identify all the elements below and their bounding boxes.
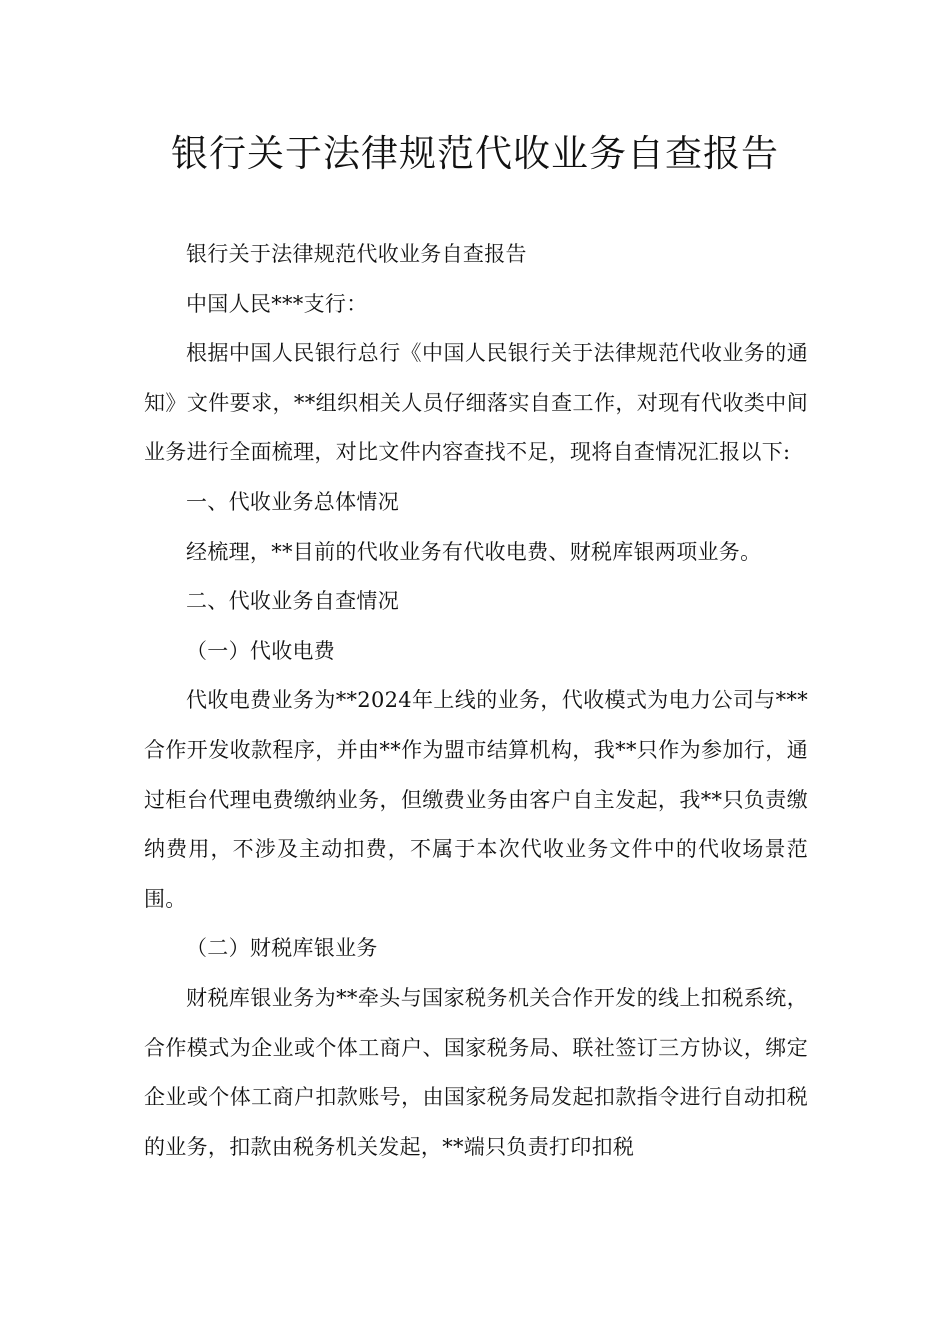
section-heading-2: 二、代收业务自查情况 — [186, 589, 399, 614]
paragraph-electricity: 代收电费业务为**2024年上线的业务，代收模式为电力公司与***合作开发收款程序，并由**作为盟市结算机构，我**只作为参加行，通过柜台代理电费缴纳业务，但缴费业务由客户自主发起，我**只负责缴纳费用，不涉及主动扣费，不属于本次代收业务文件中的代收场景范围。 — [144, 688, 808, 911]
paragraph-addressee: 中国人民***支行： — [186, 291, 368, 316]
paragraph-heading-repeat: 银行关于法律规范代收业务自查报告 — [186, 242, 527, 266]
document-body — [144, 230, 808, 1172]
paragraph-overview: 经梳理，**目前的代收业务有代收电费、财税库银两项业务。 — [186, 539, 762, 564]
paragraph-intro: 根据中国人民银行总行《中国人民银行关于法律规范代收业务的通知》文件要求，**组织相关人员仔细落实自查工作，对现有代收类中间业务进行全面梳理，对比文件内容查找不足，现将自查情况汇报以下: — [144, 341, 808, 465]
section-heading-1: 一、代收业务总体情况 — [186, 489, 399, 514]
subsection-heading-1: （一）代收电费 — [186, 638, 336, 663]
subsection-heading-2: （二）财税库银业务 — [186, 936, 378, 961]
paragraph-tax: 财税库银业务为**牵头与国家税务机关合作开发的线上扣税系统，合作模式为企业或个体工商户、国家税务局、联社签订三方协议，绑定企业或个体工商户扣款账号，由国家税务局发起扣款指令进行自动扣税的业务，扣款由税务机关发起，**端只负责打印扣税 — [144, 985, 808, 1159]
document-title: 银行关于法律规范代收业务自查报告 — [171, 132, 779, 175]
